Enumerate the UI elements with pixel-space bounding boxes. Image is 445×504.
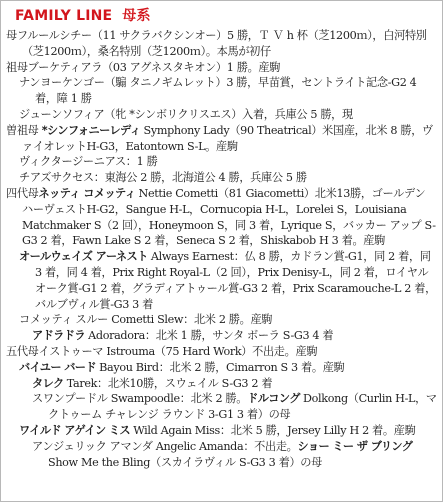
second-dam-offspring-2: ジューンソフィア（牝 *シンボリクリスエス）入着，兵庫公 5 勝，現 (19, 107, 353, 121)
offspring-name-dolkong: ドルコング (247, 392, 300, 406)
second-dam-offspring-1: ナンヨーケンゴー（騸 タニノギムレット）3 勝，早苗賞，セントライト記念-G2 4 着，障 1 勝 (19, 76, 417, 106)
bayou-bird-offspring-2: スワンプードル Swampoodle：北米 2 勝。ドルコング Dolkong（Curlin H-L，マクトゥーム チャレンジ ラウンド 3-G1 3 着）の母 (32, 392, 437, 422)
offspring-name-bayou-bird: バイユー バード (19, 360, 96, 374)
section-header (1, 1, 442, 27)
fourth-dam-entry: 四代母ネッティ コメッティ Nettie Cometti（81 Giacometti）北米13勝，ゴールデン ハーヴェストH-G2，Sangue H-L，Cornucopia H-L，Lorelei S，Louisiana Matchmaker S（2 回），Honeymoon S，同 3 着，Lyrique S，バッカー アップ S-G3 2 着，Fawn Lake S 2 着，Seneca S 2 着，Shiskabob H 3 着。産駒 (6, 186, 436, 248)
section-title: FAMILY LINE (15, 8, 113, 24)
third-dam-offspring-1: ヴィクタージーニアス：1 勝 (19, 155, 158, 169)
fourth-dam-offspring-1: オールウェイズ アーネスト Always Earnest：仏 8 勝，カドラン賞-G1，同 2 着，同 3 着，同 4 着，Prix Right Royal-L（2 回），Prix Denisy-L，同 2 着，ロイヤル オーク賞-G1 2 着，グラディアトゥール賞-G3 2 着，Prix Scaramouche-L 2 着，バルブヴィル賞-G3 3 着 (19, 250, 436, 311)
third-dam-name: *シンフォニーレディ (41, 123, 141, 137)
offspring-name-tarek: タレク (32, 376, 64, 390)
offspring-name-wild-again-miss: ワイルド アゲイン ミス (19, 423, 131, 437)
fourth-dam-offspring-2: コメッティ スルー Cometti Slew：北米 2 勝。産駒 (19, 313, 273, 327)
dam-entry: 母フルールシチー（11 サクラバクシンオー）5 勝，Ｔ Ｖ h 杯（芝1200ｍ），白河特別（芝1200ｍ），桑名特別（芝1200ｍ）。本馬が初仔 (6, 29, 427, 58)
offspring-name-always-earnest: オールウェイズ アーネスト (19, 250, 148, 264)
fifth-dam-entry: 五代母イストゥーマ Istrouma（75 Hard Work）不出走。産駒 (6, 344, 318, 358)
cometti-slew-offspring: アドラドラ Adoradora：北米 1 勝，サンタ ボーラ S-G3 4 着 (32, 329, 334, 343)
pedigree-text (6, 28, 437, 470)
second-dam-entry: 祖母ブーケティアラ（03 アグネスタキオン）1 勝。産駒 (6, 60, 281, 74)
bayou-bird-offspring-1: タレク Tarek：北米10勝，スウェイル S-G3 2 着 (32, 376, 273, 390)
offspring-name-show-me-the-bling: ショー ミー ザ ブリング (297, 439, 413, 453)
offspring-name-adoradora: アドラドラ (32, 329, 85, 343)
fifth-dam-offspring-2: ワイルド アゲイン ミス Wild Again Miss：北米 5 勝，Jersey Lilly H 2 着。産駒 (19, 423, 416, 437)
section-subtitle: 母系 (122, 8, 151, 24)
third-dam-offspring-2: チアズサクセス：東海公 2 勝，北海道公 4 勝，兵庫公 5 勝 (19, 171, 307, 185)
wild-again-miss-offspring: アンジェリック アマンダ Angelic Amanda：不出走。ショー ミー ザ ブリング Show Me the Bling（スカイラヴィル S-G3 3 着）の母 (32, 439, 413, 469)
fourth-dam-name: ネッティ コメッティ (38, 186, 136, 200)
third-dam-entry: 曽祖母 *シンフォニーレディ Symphony Lady（90 Theatrical）米国産，北米 8 勝，ヴァイオレットH-G3，Eatontown S-L。産駒 (6, 123, 433, 153)
fifth-dam-offspring-1: バイユー バード Bayou Bird：北米 2 勝，Cimarron S 3 着。産駒 (19, 360, 345, 374)
